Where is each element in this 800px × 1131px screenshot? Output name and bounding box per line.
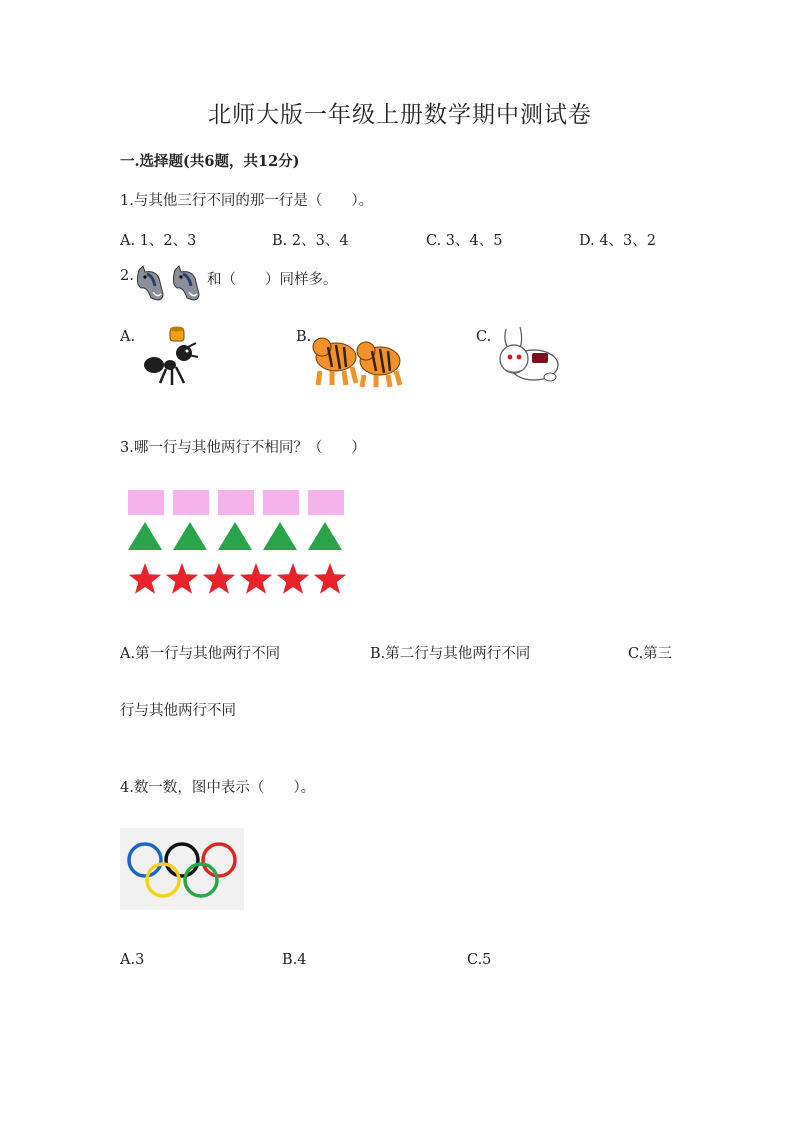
ant-icon bbox=[140, 325, 206, 391]
green-triangle bbox=[173, 522, 207, 550]
q1-option-c[interactable]: C. 3、4、5 bbox=[426, 233, 503, 249]
pink-square bbox=[218, 490, 254, 515]
horse-icon bbox=[133, 264, 205, 304]
red-star bbox=[166, 563, 198, 594]
tiger-icon bbox=[357, 342, 400, 387]
q3-option-b[interactable]: B.第二行与其他两行不同 bbox=[370, 646, 531, 662]
horse-icon bbox=[137, 266, 163, 300]
red-star bbox=[277, 563, 309, 594]
q1-option-a[interactable]: A. 1、2、3 bbox=[120, 233, 197, 249]
pink-square bbox=[308, 490, 344, 515]
green-triangle bbox=[308, 522, 342, 550]
shape-rows-figure bbox=[120, 482, 360, 602]
green-triangle bbox=[128, 522, 162, 550]
red-star bbox=[240, 563, 272, 594]
green-triangle bbox=[263, 522, 297, 550]
q2-option-a[interactable]: A. bbox=[120, 329, 136, 345]
red-star bbox=[129, 563, 161, 594]
q4-option-b[interactable]: B.4 bbox=[282, 952, 307, 968]
tiger-icon bbox=[312, 327, 404, 389]
question-1-text: 1.与其他三行不同的那一行是（ ）。 bbox=[120, 193, 374, 209]
green-triangle bbox=[218, 522, 252, 550]
q1-option-d[interactable]: D. 4、3、2 bbox=[579, 233, 657, 249]
q1-option-b[interactable]: B. 2、3、4 bbox=[272, 233, 349, 249]
question-3-text: 3.哪一行与其他两行不相同？（ ） bbox=[120, 440, 366, 456]
pink-square bbox=[263, 490, 299, 515]
q3-option-c-continued: 行与其他两行不同 bbox=[120, 703, 236, 719]
red-star bbox=[314, 563, 346, 594]
pink-square bbox=[173, 490, 209, 515]
q4-option-a[interactable]: A.3 bbox=[120, 952, 145, 968]
q4-option-c[interactable]: C.5 bbox=[467, 952, 492, 968]
red-star bbox=[203, 563, 235, 594]
olympic-rings-figure bbox=[120, 828, 244, 910]
rings-background bbox=[120, 828, 244, 910]
question-2-text: 和（ ）同样多。 bbox=[207, 272, 338, 288]
q2-option-b[interactable]: B. bbox=[296, 329, 312, 345]
rabbit-icon bbox=[494, 325, 564, 387]
page-title: 北师大版一年级上册数学期中测试卷 bbox=[208, 102, 592, 128]
question-2-number: 2. bbox=[120, 268, 134, 284]
tiger-icon bbox=[313, 338, 356, 385]
horse-icon bbox=[173, 266, 199, 300]
q3-option-c[interactable]: C.第三 bbox=[628, 646, 673, 662]
question-4-text: 4.数一数，图中表示（ ）。 bbox=[120, 780, 316, 796]
pink-square bbox=[128, 490, 164, 515]
q2-option-c[interactable]: C. bbox=[476, 329, 492, 345]
q3-option-a[interactable]: A.第一行与其他两行不同 bbox=[120, 646, 281, 662]
section-heading: 一.选择题(共6题，共12分) bbox=[120, 153, 300, 170]
